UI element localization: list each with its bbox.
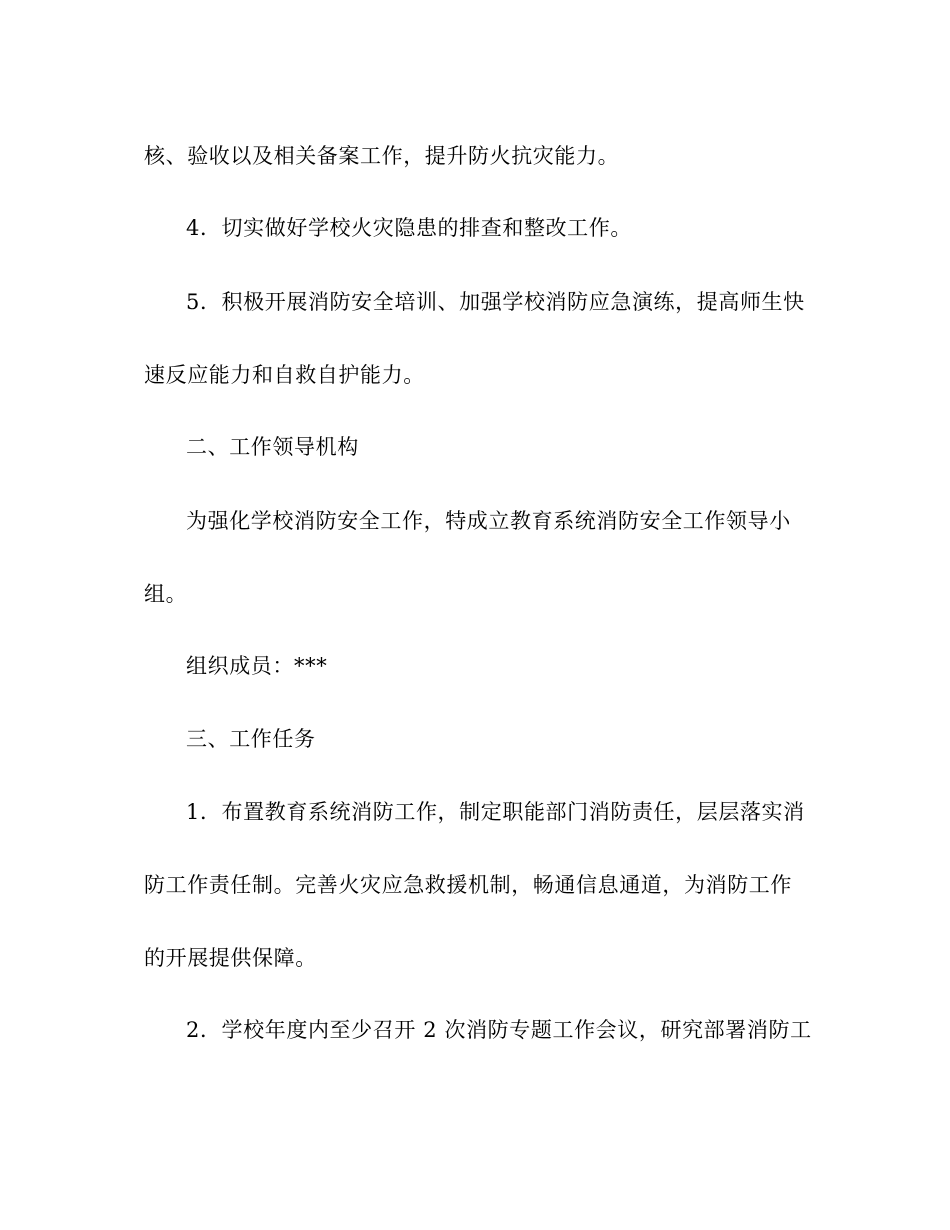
text-line: 5．积极开展消防安全培训、加强学校消防应急演练，提高师生快 [186,290,805,314]
text-line: 组织成员：*** [186,654,328,678]
text-line: 2．学校年度内至少召开 2 次消防专题工作会议，研究部署消防工 [186,1018,812,1042]
section-heading: 三、工作任务 [186,727,316,751]
text-line: 4．切实做好学校火灾隐患的排查和整改工作。 [186,216,632,240]
text-line: 1．布置教育系统消防工作，制定职能部门消防责任，层层落实消 [186,800,805,824]
text-line: 组。 [144,582,188,606]
text-line: 为强化学校消防安全工作，特成立教育系统消防安全工作领导小 [186,509,791,533]
text-line: 的开展提供保障。 [144,946,317,970]
text-line: 速反应能力和自救自护能力。 [144,363,425,387]
text-line: 防工作责任制。完善火灾应急救援机制，畅通信息通道，为消防工作 [144,873,792,897]
section-heading: 二、工作领导机构 [186,435,359,459]
text-line: 核、验收以及相关备案工作，提升防火抗灾能力。 [144,144,620,168]
